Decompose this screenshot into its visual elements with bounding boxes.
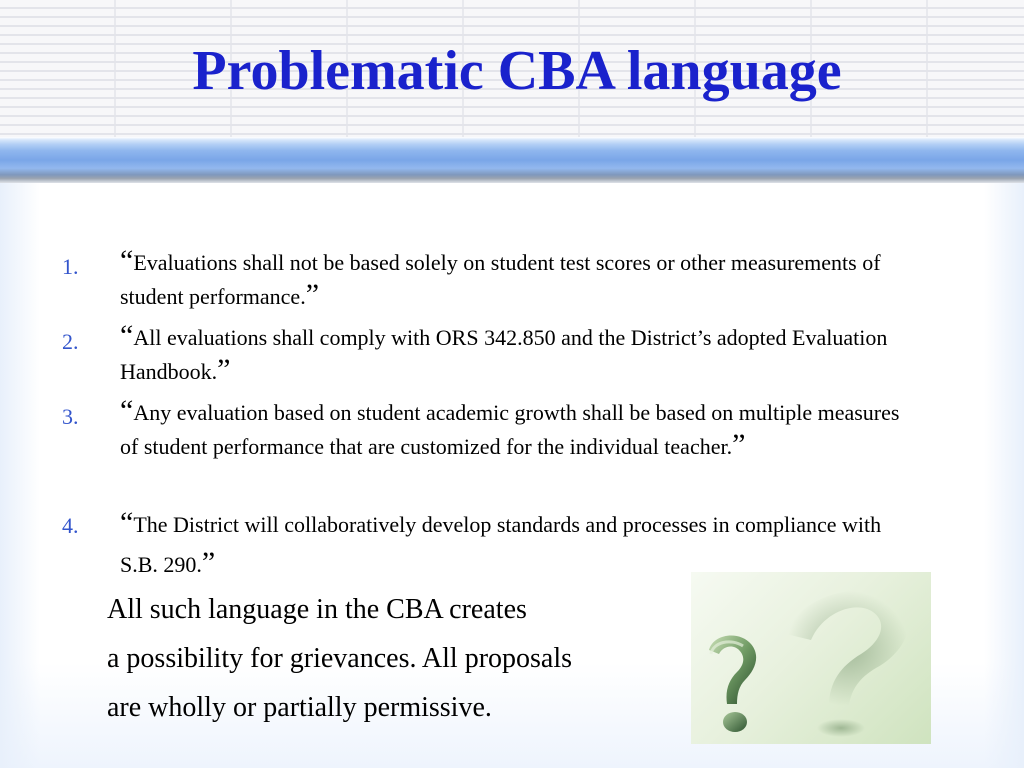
- slide-title: Problematic CBA language: [192, 40, 842, 102]
- list-number: 3.: [62, 404, 79, 429]
- open-quote: “: [120, 394, 134, 427]
- summary-line-3: are wholly or partially permissive.: [107, 692, 492, 723]
- close-quote: ”: [217, 353, 231, 386]
- right-edge-shade: [984, 183, 1024, 768]
- quote-text: Evaluations shall not be based solely on student test scores or other measurements of student performance.: [120, 250, 881, 309]
- list-number: 4.: [62, 513, 79, 538]
- quote-text: All evaluations shall comply with ORS 342.850 and the District’s adopted Evaluation Handbook.: [120, 325, 888, 384]
- open-quote: “: [120, 506, 134, 539]
- question-mark-icon: [691, 572, 931, 744]
- header-divider-band: [0, 137, 1024, 183]
- close-quote: ”: [732, 428, 746, 461]
- open-quote: “: [120, 244, 134, 277]
- list-number: 2.: [62, 329, 79, 354]
- quote-text: Any evaluation based on student academic growth shall be based on multiple measures of student performance that are customized for the individual teacher.: [120, 400, 900, 459]
- close-quote: ”: [305, 278, 320, 311]
- list-number: 1.: [62, 254, 79, 279]
- left-edge-shade: [0, 183, 40, 768]
- quote-text: The District will collaboratively develop standards and processes in compliance with S.B. 290.: [120, 512, 882, 577]
- open-quote: “: [120, 319, 134, 352]
- summary-line-1: All such language in the CBA creates: [107, 594, 527, 625]
- close-quote: ”: [201, 546, 216, 579]
- summary-line-2: a possibility for grievances. All proposals: [107, 643, 573, 674]
- question-mark-image: [691, 572, 931, 744]
